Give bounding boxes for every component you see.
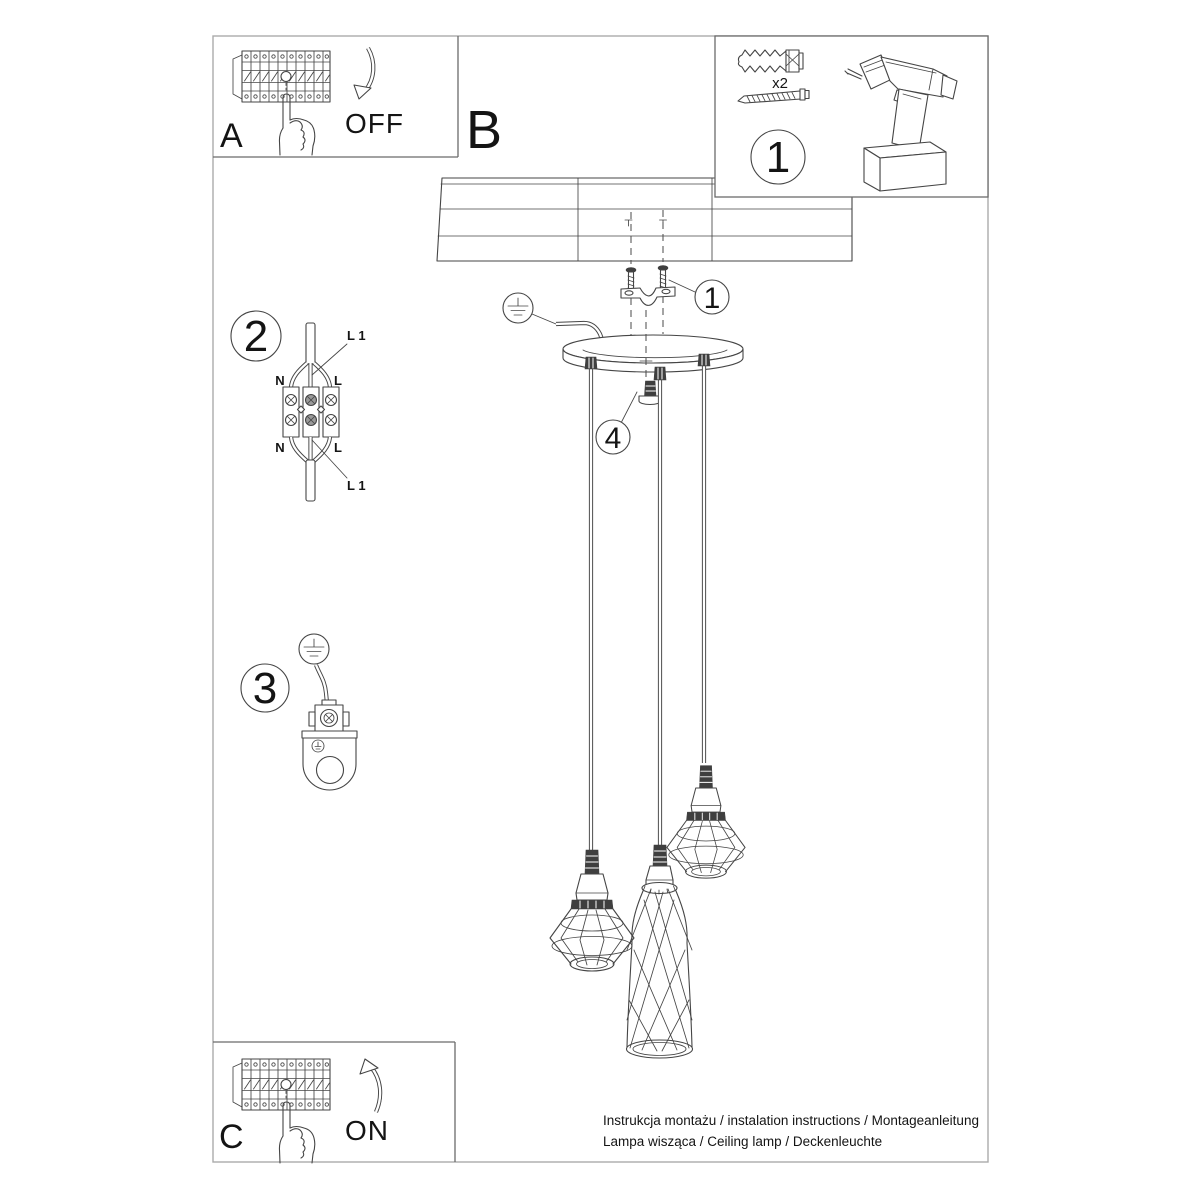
panel-a-state-label: OFF — [345, 108, 404, 139]
earth-symbol-icon — [299, 634, 329, 664]
mounting-bracket — [621, 287, 675, 305]
label-neutral-top: N — [275, 373, 285, 388]
callout-4-leader — [621, 392, 637, 423]
panel-ground — [241, 634, 357, 790]
cage-lamp-left — [550, 850, 634, 971]
callout-1-number: 1 — [703, 282, 721, 315]
breaker-off-illustration — [233, 51, 330, 155]
earth-symbol-icon — [503, 293, 533, 323]
panel-c — [213, 1042, 455, 1163]
footer — [603, 1113, 979, 1149]
wall-plug-quantity: x2 — [772, 75, 788, 92]
arrow-down-icon — [354, 48, 373, 99]
section-b-label: B — [466, 100, 503, 160]
label-line-bottom: L 1 — [347, 478, 366, 493]
panel-c-state-label: ON — [345, 1115, 389, 1146]
arrow-up-icon — [360, 1059, 380, 1112]
step-number: 3 — [252, 664, 278, 713]
label-live-top: L — [334, 373, 342, 388]
panel-tools — [715, 36, 988, 197]
label-line-top: L 1 — [347, 328, 366, 343]
cover-knob — [639, 381, 661, 405]
bottle-lamp-center — [627, 845, 693, 1058]
bottle-lattice — [627, 889, 693, 1058]
supply-cable-bottom — [306, 460, 315, 501]
callout-4-number: 4 — [604, 422, 622, 455]
earth-leader — [532, 314, 556, 324]
mounting-strap — [302, 731, 357, 790]
step-number: 2 — [243, 312, 269, 361]
step-number: 1 — [765, 133, 791, 182]
main-diagram — [503, 210, 745, 1058]
panel-a-label: A — [220, 117, 243, 155]
panel-c-label: C — [219, 1118, 244, 1156]
supply-cable-top — [306, 323, 315, 364]
l1-top-leader — [312, 344, 347, 375]
label-neutral-bottom: N — [275, 440, 285, 455]
footer-title-line1: Instrukcja montażu / instalation instructions / Montageanleitung — [603, 1113, 979, 1128]
panel-a — [213, 36, 458, 157]
earth-terminal — [309, 700, 349, 731]
wires-top — [291, 363, 330, 387]
cage-lamp-right — [667, 766, 745, 879]
terminal-block — [283, 387, 339, 437]
wires-bottom — [291, 437, 330, 461]
footer-title-line2: Lampa wisząca / Ceiling lamp / Deckenleuchte — [603, 1134, 883, 1149]
panel-wiring — [231, 311, 366, 501]
label-live-bottom: L — [334, 440, 342, 455]
breaker-on-illustration — [233, 1059, 330, 1163]
